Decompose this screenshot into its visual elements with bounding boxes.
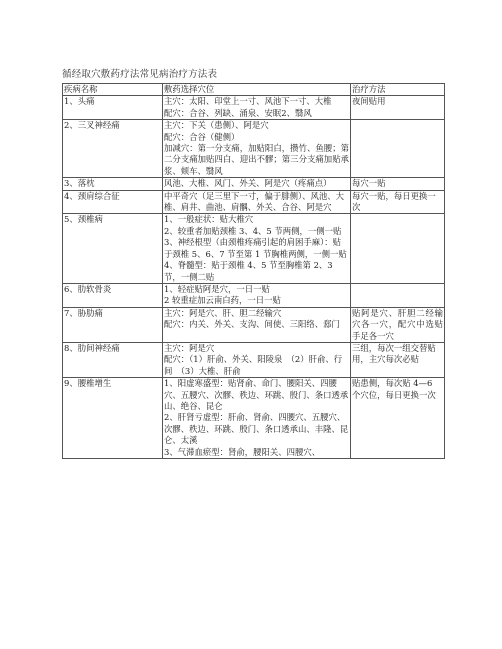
points-line: 配穴：（1）肝俞、外关、阳陵泉 （2）肝俞、行间 （3）大椎、肝俞 xyxy=(164,354,343,376)
points-line: 3、神经根型（由颈椎疼痛引起的肩困手麻）：贴于颈椎 5、6、7 节至第 1 节胸椎两侧，一侧一贴 xyxy=(164,237,347,259)
method-text: 每穴一贴，每日更换一次 xyxy=(352,190,436,213)
method-cell xyxy=(351,283,445,307)
method-cell xyxy=(351,342,445,377)
page-title: 循经取穴敷药疗法常见病治疗方法表 xyxy=(62,69,218,80)
table-row xyxy=(63,190,445,214)
method-cell xyxy=(351,120,445,178)
points-line: 2、较重者加贴颈椎 3、4、5 节两侧，一侧一贴 xyxy=(164,225,342,236)
points-line: 风池、大椎、风门、外关、阿是穴（疼痛点） xyxy=(164,178,332,189)
method-cell xyxy=(351,307,445,342)
points-line: 配穴：内关、外关、支沟、间使、三阳络、郄门 xyxy=(164,319,340,330)
method-text: 夜间贴用 xyxy=(352,96,386,107)
points-cell xyxy=(163,378,351,459)
points-cell xyxy=(163,120,351,178)
points-line: 1、轻症贴阿是穴，一日一贴 xyxy=(164,283,270,294)
points-line: 主穴：阿是穴、肝、胆二经输穴 xyxy=(164,307,282,318)
method-text: 贴患侧，每次贴 4—6 个穴位，每日更换一次 xyxy=(352,378,436,400)
points-line: 主穴：阿是穴 xyxy=(164,342,215,353)
points-line: 主穴：太阳、印堂上一寸、风池下一寸、大椎 xyxy=(164,96,332,107)
points-cell xyxy=(163,342,351,377)
method-cell xyxy=(351,178,445,190)
points-line: 中平奇穴（足三里下一寸，偏于腓侧）、风池、大椎、肩井、曲池、肩髃、外关、合谷、阿是穴 xyxy=(164,190,345,213)
disease-cell: 7、胁肋痛 xyxy=(63,307,163,342)
method-text: 每穴一贴 xyxy=(352,178,386,189)
points-line: 1、阳虚寒盛型：贴肾俞、命门、腰阳关、四腰穴、五腰穴、次髎、秩边、环跳、殷门、条口透承山、绝谷、昆仑 xyxy=(164,378,349,411)
points-line: 2 较重症加云南白药，一日一贴 xyxy=(164,295,281,306)
treatment-table xyxy=(62,83,445,459)
points-line: 4、脊髓型：贴于颈椎 4、5 节至胸椎第 2、3 节，一侧二贴 xyxy=(164,260,333,282)
header-points: 敷药选择穴位 xyxy=(163,84,351,96)
points-cell xyxy=(163,178,351,190)
disease-cell: 1、头痛 xyxy=(63,96,163,120)
table-header-row xyxy=(63,84,445,96)
points-line: 加减穴：第一分支痛，加贴阳白，攒竹、鱼腰；第二分支痛加贴四白、迎出不髎；第三分支痛加贴承浆、颊车、翳风 xyxy=(164,143,349,176)
method-cell xyxy=(351,96,445,120)
method-text: 贴阿是穴、肝胆二经输穴各一穴，配穴中选贴手足各一穴 xyxy=(352,307,443,341)
disease-cell: 5、颈椎病 xyxy=(63,214,163,283)
points-cell xyxy=(163,190,351,214)
method-text: 三组，每次一组交替贴用，主穴每次必贴 xyxy=(352,342,436,365)
header-disease: 疾病名称 xyxy=(63,84,163,96)
disease-cell: 6、肋软骨炎 xyxy=(63,283,163,307)
disease-cell: 8、肋间神经痛 xyxy=(63,342,163,377)
disease-cell: 3、落枕 xyxy=(63,178,163,190)
table-row xyxy=(63,378,445,459)
points-line: 主穴：下关（患侧）、阿是穴 xyxy=(164,120,269,131)
method-cell xyxy=(351,190,445,214)
points-line: 配穴：合谷、列缺、涌泉、安眠2、翳风 xyxy=(164,107,312,118)
method-cell xyxy=(351,378,445,459)
method-cell xyxy=(351,214,445,283)
header-method: 治疗方法 xyxy=(351,84,445,96)
points-line: 2、肝肾亏虚型：肝俞、肾俞、四腰穴、五腰穴、次髎、秩边、环跳、殷门、条口透承山、丰隆、昆仑、太溪 xyxy=(164,412,349,446)
points-cell xyxy=(163,214,351,283)
points-line: 配穴：合谷（健侧） xyxy=(164,131,240,142)
table-row xyxy=(63,96,445,120)
points-line: 3、气滞血瘀型：肾俞，腰阳关、四腰穴、 xyxy=(164,446,321,457)
points-cell xyxy=(163,96,351,120)
disease-cell: 9、腰椎增生 xyxy=(63,378,163,459)
points-line: 1、一般症状：贴大椎穴 xyxy=(164,214,254,225)
disease-cell: 2、三叉神经痛 xyxy=(63,120,163,178)
table-row xyxy=(63,178,445,190)
points-cell xyxy=(163,307,351,342)
table-row xyxy=(63,214,445,283)
disease-cell: 4、颈肩综合征 xyxy=(63,190,163,214)
points-cell xyxy=(163,283,351,307)
table-row xyxy=(63,120,445,178)
table-row xyxy=(63,283,445,307)
table-row xyxy=(63,307,445,342)
table-row xyxy=(63,342,445,377)
